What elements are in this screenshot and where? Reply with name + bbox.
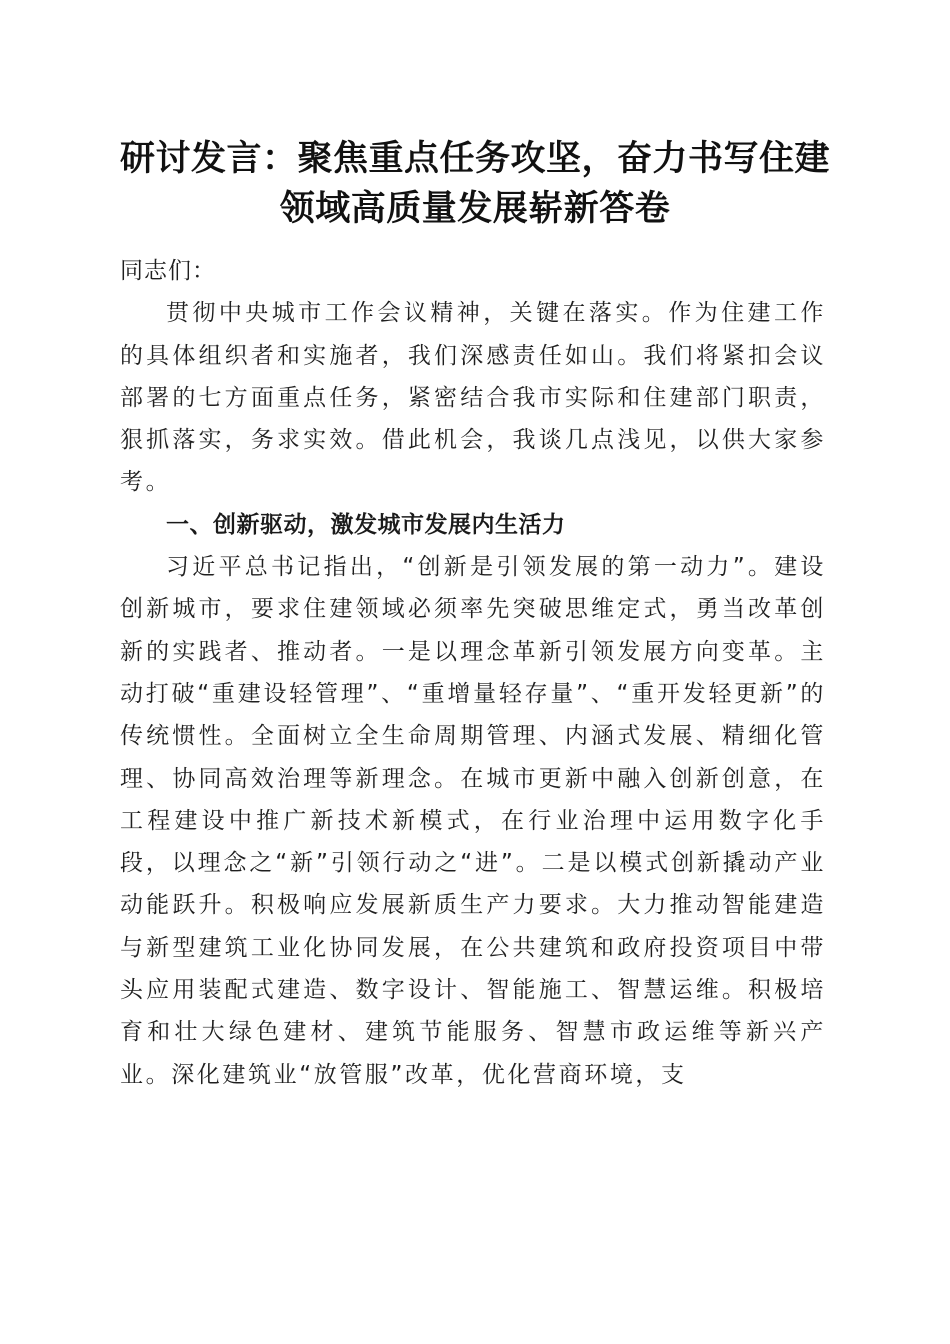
document-body bbox=[120, 250, 826, 1096]
intro-paragraph: 贯彻中央城市工作会议精神，关键在落实。作为住建工作的具体组织者和实施者，我们深感责任如山。我们将紧扣会议部署的七方面重点任务，紧密结合我市实际和住建部门职责，狠抓落实，务求实效。借此机会，我谈几点浅见，以供大家参考。 bbox=[120, 300, 826, 496]
salutation: 同志们： bbox=[120, 258, 216, 284]
title-line-2: 领域高质量发展崭新答卷 bbox=[279, 188, 671, 229]
section-1-paragraph: 习近平总书记指出，“创新是引领发展的第一动力”。建设创新城市，要求住建领域必须率先突破思维定式，勇当改革创新的实践者、推动者。一是以理念革新引领发展方向变革。主动打破“重建设轻管理”、“重增量轻存量”、“重开发轻更新”的传统惯性。全面树立全生命周期管理、内涵式发展、精细化管理、协同高效治理等新理念。在城市更新中融入创新创意，在工程建设中推广新技术新模式，在行业治理中运用数字化手段，以理念之“新”引领行动之“进”。二是以模式创新撬动产业动能跃升。积极响应发展新质生产力要求。大力推动智能建造与新型建筑工业化协同发展，在公共建筑和政府投资项目中带头应用装配式建造、数字设计、智能施工、智慧运维。积极培育和壮大绿色建材、建筑节能服务、智慧市政运维等新兴产业。深化建筑业“放管服”改革，优化营商环境，支 bbox=[120, 554, 826, 1088]
section-1-heading: 一、创新驱动，激发城市发展内生活力 bbox=[166, 511, 566, 538]
title-line-1: 研讨发言：聚焦重点任务攻坚，奋力书写住建 bbox=[119, 138, 830, 179]
document-title bbox=[100, 134, 850, 234]
